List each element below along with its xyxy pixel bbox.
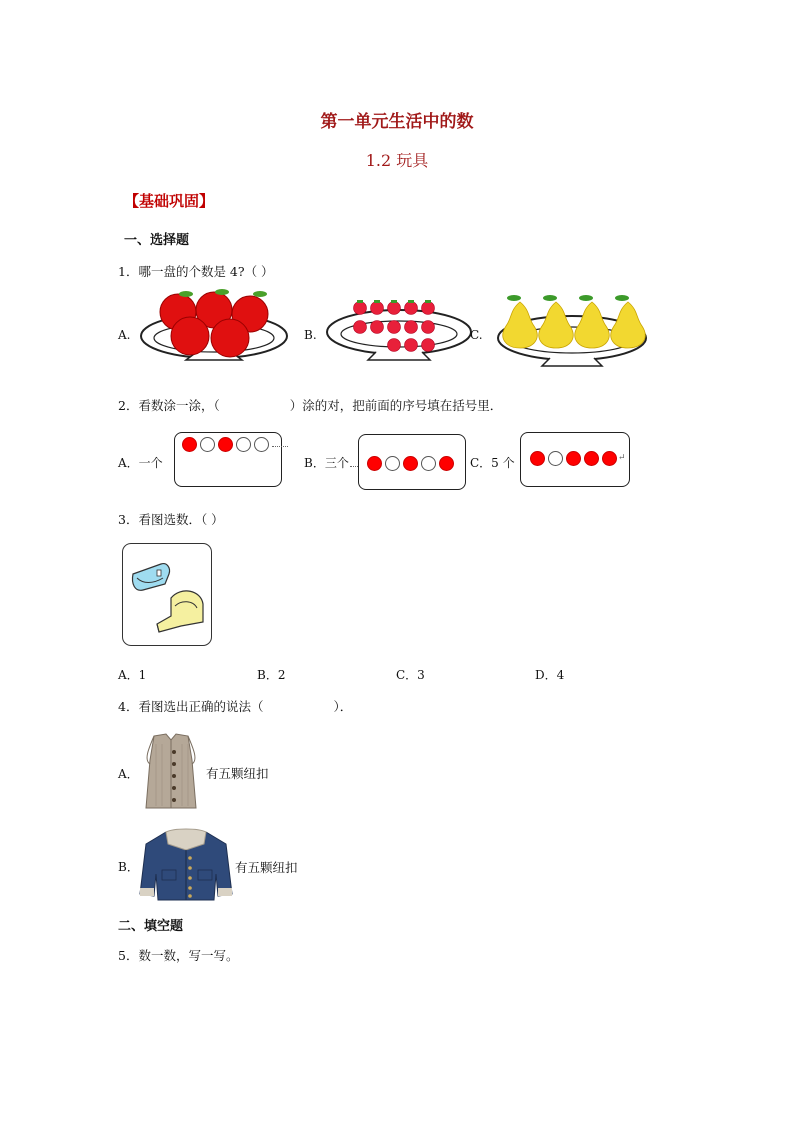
page-title: 第一单元生活中的数 xyxy=(320,112,474,132)
q2-text-after: ）涂的对，把前面的序号填在括号里． xyxy=(289,398,503,413)
section-basic: 【基础巩固】 xyxy=(124,192,215,210)
vest-image xyxy=(136,730,206,814)
q2-option-c-label: C．5 个 xyxy=(470,456,515,470)
whistle-image xyxy=(123,544,211,645)
q2-b-dot-2 xyxy=(385,456,400,471)
q2-c-dot-2 xyxy=(548,451,563,466)
q4-option-b-label: B． xyxy=(118,860,139,874)
q2-a-dot-5 xyxy=(254,437,269,452)
q3-option-a: A．1 xyxy=(118,668,147,682)
q1-option-a-label: A. xyxy=(118,328,131,342)
q2-a-dot-3 xyxy=(218,437,233,452)
q2-b-dot-5 xyxy=(439,456,454,471)
q1-option-b-label: B. xyxy=(304,328,317,342)
q4-text-after: ）． xyxy=(333,699,353,714)
q3-option-c: C．3 xyxy=(396,668,425,682)
q2-b-dot-4 xyxy=(421,456,436,471)
q2-b-dot-1 xyxy=(367,456,382,471)
q4-text xyxy=(118,697,352,715)
q2-a-dot-4 xyxy=(236,437,251,452)
q1-text: 1．哪一盘的个数是 4?（ ） xyxy=(118,264,274,279)
q2-text-before: 2．看数涂一涂，（ xyxy=(118,398,220,413)
q2-option-b-label: B．三个 xyxy=(304,456,349,470)
q4-option-a-text: 有五颗纽扣 xyxy=(206,766,269,781)
part1-heading: 一、选择题 xyxy=(124,233,190,248)
q2-a-dot-2 xyxy=(200,437,215,452)
q3-option-b: B．2 xyxy=(257,668,286,682)
q3-text: 3．看图选数．（ ） xyxy=(118,512,224,527)
q2-c-dot-1 xyxy=(530,451,545,466)
apple-plate-image xyxy=(138,288,290,364)
return-mark: ↵ xyxy=(618,453,626,463)
page-subtitle: 1.2 玩具 xyxy=(365,151,429,170)
q2-c-dot-4 xyxy=(584,451,599,466)
q2-text xyxy=(118,396,502,414)
jacket-image xyxy=(138,824,234,902)
q4-option-b-text: 有五颗纽扣 xyxy=(235,860,298,875)
part2-heading: 二、填空题 xyxy=(118,919,184,934)
strawberry-plate-image xyxy=(324,292,474,364)
pear-plate-image xyxy=(494,290,650,370)
q3-option-d: D．4 xyxy=(535,668,565,682)
q4-option-a-label: A． xyxy=(118,767,139,781)
q2-a-dot-1 xyxy=(182,437,197,452)
q2-b-dot-3 xyxy=(403,456,418,471)
q2-option-a-label: A．一个 xyxy=(118,456,163,470)
q3-image-frame xyxy=(122,543,212,646)
q1-option-c-label: C. xyxy=(470,328,483,342)
q2-c-dot-3 xyxy=(566,451,581,466)
q2-c-dot-5 xyxy=(602,451,617,466)
q5-text: 5．数一数，写一写。 xyxy=(118,948,239,963)
q4-text-before: 4．看图选出正确的说法（ xyxy=(118,699,264,714)
